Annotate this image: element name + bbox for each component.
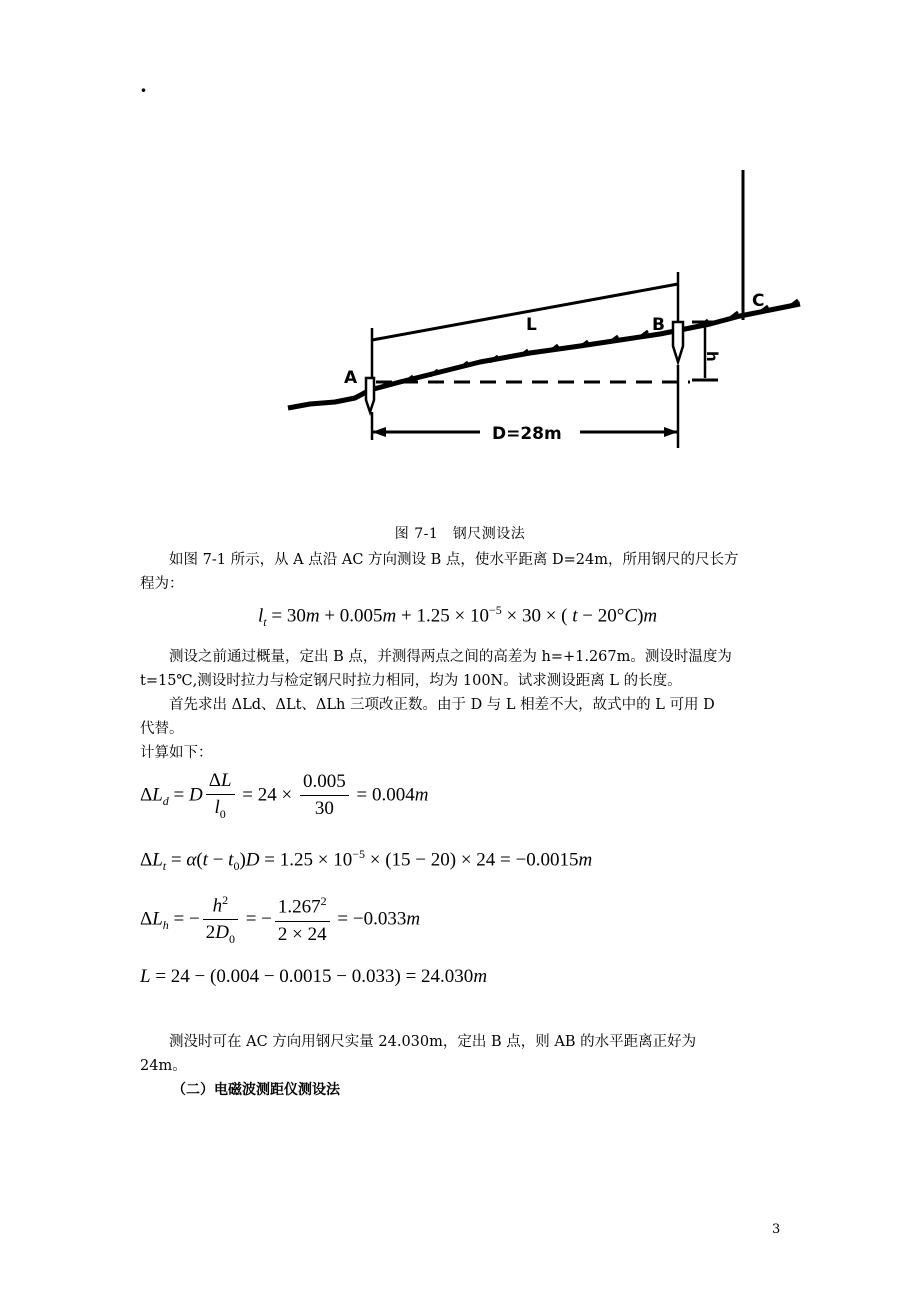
calc-label: 计算如下： [140,745,213,761]
para3-line-1: 首先求出 ΔLd、ΔLt、ΔLh 三项改正数。由于 D 与 L 相差不大，故式中的 L 可用 D [169,697,715,713]
formula-delta-lh: $\Delta L_h$ = − $\frac{h^2}{2D_0}$ = − $\frac{1.267^2}{2 \times 24}$ = −0.033m [140,893,421,947]
label-c: C [752,291,765,311]
formula-delta-lt: $\Delta L_t = \alpha(t - t_0)D = 1.25 \times 10^{-5} \times (15 - 20) \times 24 = -0.0015m$ [140,847,593,874]
intro-line-2: 程为： [140,576,184,592]
intro-line-1: 如图 7-1 所示，从 A 点沿 AC 方向测设 B 点，使水平距离 D=24m，所用钢尺的尺长方 [169,552,739,568]
label-l: L [526,315,537,335]
para2-line-1: 测设之前通过概量，定出 B 点，并测得两点之间的高差为 h=+1.267m。测设时温度为 [169,649,732,665]
formula-delta-ld: $\Delta L_d = D$ $\frac{\Delta L}{l_0}$ = 24 × $\frac{0.005}{30}$ = 0.004m [140,770,429,821]
para3-line-2: 代替。 [140,721,184,737]
label-b: B [652,315,665,335]
label-h: h [703,351,721,362]
section-heading: （二）电磁波测距仪测设法 [172,1082,340,1098]
conclusion-line-1: 测没时可在 AC 方向用钢尺实量 24.030m，定出 B 点，则 AB 的水平距离正好为 [169,1034,697,1050]
para2-line-2: t=15℃,测设时拉力与检定钢尺时拉力相同，均为 100N。试求测设距离 L 的长度。 [140,673,682,689]
figure-caption: 图 7-1 钢尺测设法 [394,526,526,542]
equation-main: $l_t = 30m + 0.005m + 1.25 \times 10^{-5} \times 30$ × ( t − 20°C)m [258,603,658,630]
stake-b [673,322,683,362]
page-marker: · [140,78,147,102]
page-number: 3 [772,1222,781,1237]
label-d: D=28m [492,424,562,444]
dimension-line-l [372,284,678,340]
conclusion-line-2: 24m。 [140,1058,187,1074]
figure-7-1-diagram [280,150,810,460]
formula-l: L = 24 − (0.004 − 0.0015 − 0.033) = 24.030m [140,966,488,987]
label-a: A [344,368,358,388]
stake-a [366,378,374,412]
